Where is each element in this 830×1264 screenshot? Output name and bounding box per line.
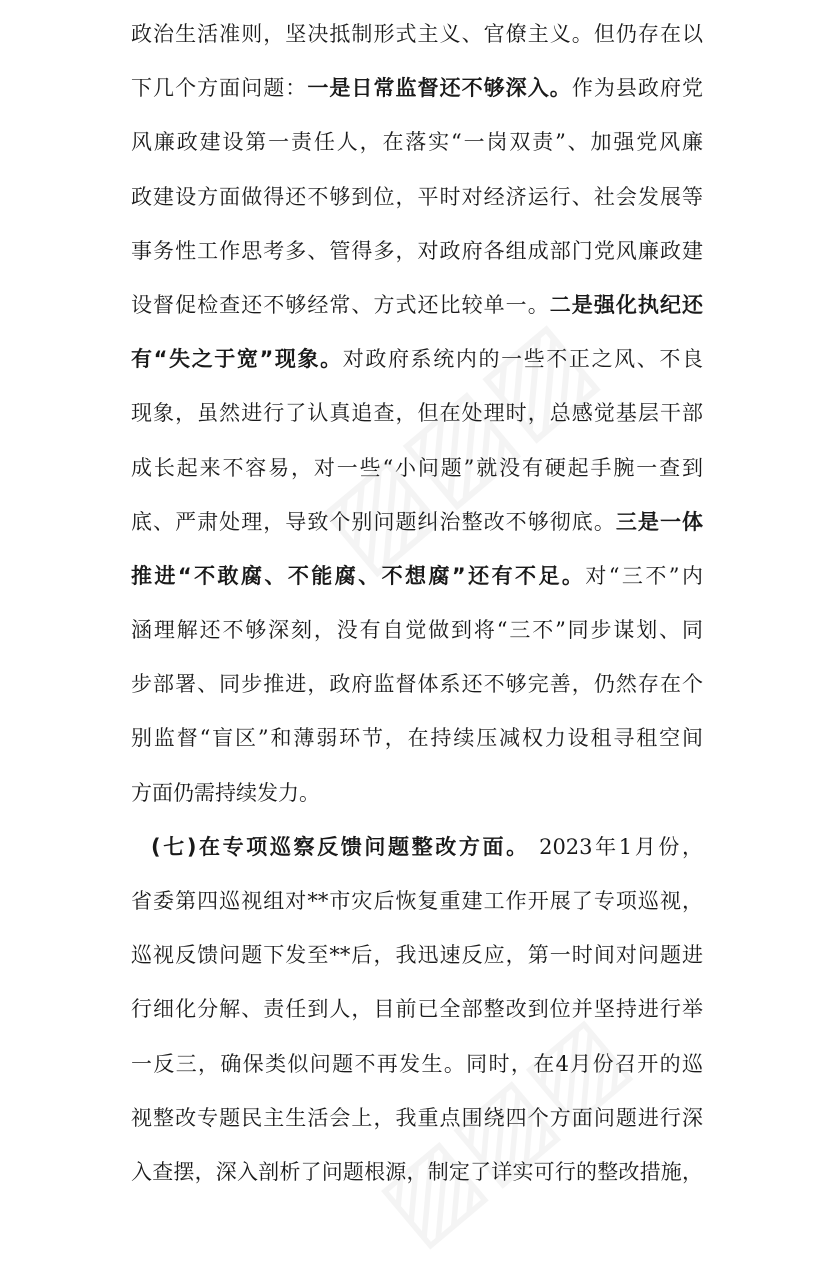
text-line: [131, 288, 703, 322]
text-line: [131, 721, 703, 755]
bold-text-segment: 二是强化执纪还: [549, 292, 704, 317]
text-segment: 事务性工作思考多、管得多，对政府各组成部门党风廉政建: [131, 238, 703, 263]
bold-text-segment: 推进“不敢腐、不能腐、不想腐”还有不足。: [131, 563, 586, 588]
bold-text-segment: 一是日常监督还不够深入。: [307, 76, 572, 101]
text-line: [131, 1155, 703, 1189]
text-segment: 现象，虽然进行了认真追查，但在处理时，总感觉基层干部: [131, 401, 703, 426]
text-segment: 对“三不”内: [585, 563, 703, 588]
text-line: [131, 505, 703, 539]
text-segment: 底、严肃处理，导致个别问题纠治整改不够彻底。: [131, 509, 616, 534]
text-line: [131, 234, 703, 268]
text-segment: 巡视反馈问题下发至**后，我迅速反应，第一时间对问题进: [131, 943, 703, 968]
text-segment: 一反三，确保类似问题不再发生。同时，在4月份召开的巡: [131, 1051, 703, 1076]
bold-text-segment: (七)在专项巡察反馈问题整改方面。: [151, 834, 530, 859]
text-segment: 入查摆，深入剖析了问题根源，制定了详实可行的整改措施，: [131, 1159, 703, 1184]
text-line: [131, 17, 703, 51]
text-line: [131, 884, 703, 918]
text-segment: 政建设方面做得还不够到位，平时对经济运行、社会发展等: [131, 184, 703, 209]
text-line: [131, 559, 703, 593]
text-line: [131, 396, 703, 430]
text-segment: 涵理解还不够深刻，没有自觉做到将“三不”同步谋划、同: [131, 618, 703, 643]
body-text: [131, 17, 703, 1209]
text-segment: 省委第四巡视组对**市灾后恢复重建工作开展了专项巡视，: [131, 889, 703, 913]
text-line: [131, 938, 703, 972]
bold-text-segment: 有“失之于宽”现象。: [131, 347, 343, 372]
text-line: [131, 125, 703, 159]
text-line: [131, 180, 703, 214]
text-line: [131, 613, 703, 647]
text-line: [131, 71, 703, 105]
text-line: [131, 830, 703, 864]
text-segment: 视整改专题民主生活会上，我重点围绕四个方面问题进行深: [131, 1105, 703, 1130]
text-segment: 下几个方面问题：: [131, 76, 308, 101]
text-segment: 作为县政府党: [571, 76, 704, 101]
text-segment: 成长起来不容易，对一些“小问题”就没有硬起手腕一查到: [131, 455, 703, 480]
text-segment: 行细化分解、责任到人，目前已全部整改到位并坚持进行举: [131, 997, 703, 1022]
bold-text-segment: 三是一体: [615, 509, 704, 534]
text-segment: 风廉政建设第一责任人，在落实“一岗双责”、加强党风廉: [131, 130, 703, 155]
text-line: [131, 992, 703, 1026]
text-segment: 设督促检查还不够经常、方式还比较单一。: [131, 292, 550, 317]
text-line: [131, 451, 703, 485]
text-segment: 对政府系统内的一些不正之风、不良: [342, 347, 703, 372]
text-line: [131, 667, 703, 701]
text-segment: 政治生活准则，坚决抵制形式主义、官僚主义。但仍存在以: [131, 22, 703, 46]
text-line: [131, 776, 703, 810]
text-segment: 2023年1月份，: [529, 834, 703, 859]
text-line: [131, 1047, 703, 1081]
text-segment: 别监督“盲区”和薄弱环节，在持续压减权力设租寻租空间: [131, 726, 703, 751]
text-line: [131, 1101, 703, 1135]
text-line: [131, 342, 703, 376]
text-segment: 方面仍需持续发力。: [131, 780, 320, 805]
text-segment: 步部署、同步推进，政府监督体系还不够完善，仍然存在个: [131, 672, 703, 697]
